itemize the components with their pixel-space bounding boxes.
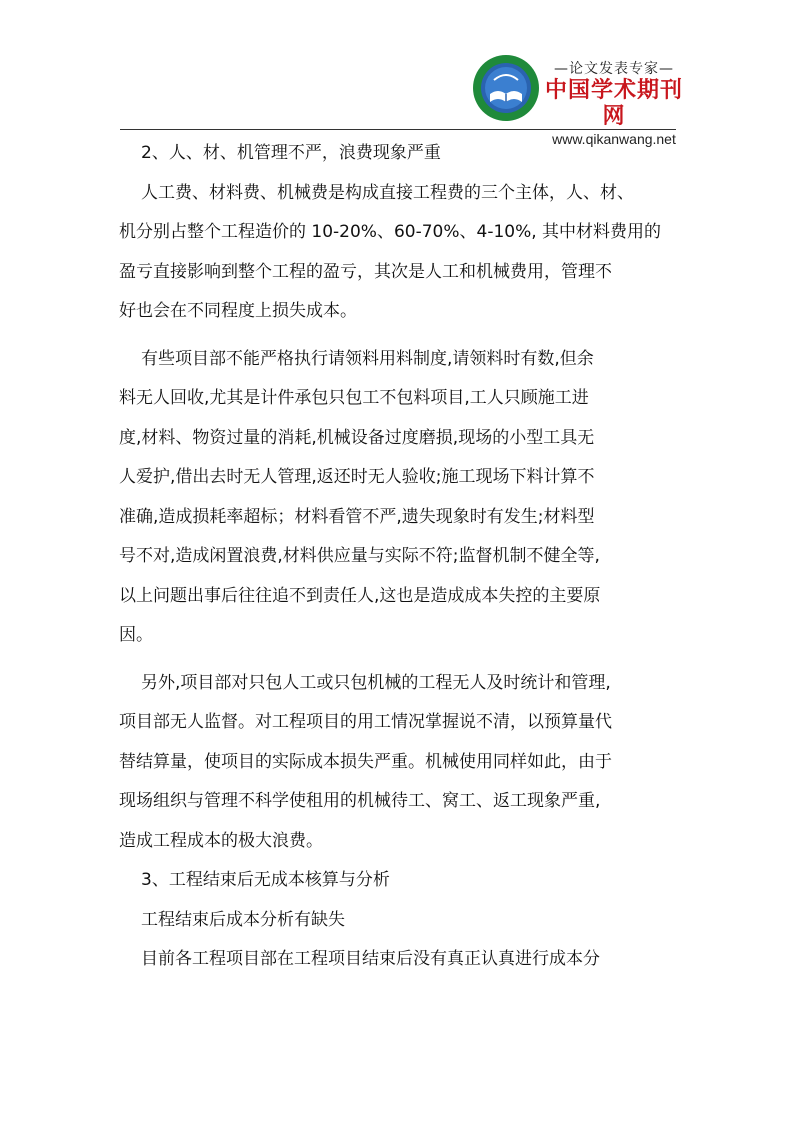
paragraph-line: 以上问题出事后往往追不到责任人,这也是造成成本失控的主要原	[119, 585, 601, 606]
paragraph	[119, 940, 679, 980]
paragraph-line: 造成工程成本的极大浪费。	[119, 830, 323, 851]
paragraph-line: 度,材料、物资过量的消耗,机械设备过度磨损,现场的小型工具无	[119, 427, 595, 448]
brand-tagline: —论文发表专家—	[554, 61, 674, 77]
section-heading	[119, 861, 679, 901]
paragraph-line: 另外,项目部对只包人工或只包机械的工程无人及时统计和管理,	[141, 672, 611, 693]
journal-seal-logo	[472, 54, 540, 122]
paragraph-line: 现场组织与管理不科学使租用的机械待工、窝工、返工现象严重,	[119, 791, 601, 811]
paragraph-line: 目前各工程项目部在工程项目结束后没有真正认真进行成本分	[141, 949, 600, 969]
paragraph-line: 工程结束后成本分析有缺失	[141, 909, 345, 930]
brand-name: 中国学术期刊网	[544, 78, 683, 129]
paragraph-line: 3、工程结束后无成本核算与分析	[141, 870, 390, 890]
paragraph-line: 人爱护,借出去时无人管理,返还时无人验收;施工现场下料计算不	[119, 467, 595, 487]
paragraph-line: 人工费、材料费、机械费是构成直接工程费的三个主体，人、材、	[141, 182, 634, 203]
paragraph	[119, 340, 679, 656]
brand-url: www.qikanwang.net	[552, 131, 676, 147]
header-divider	[120, 129, 676, 130]
paragraph-line: 机分别占整个工程造价的 10-20%、60-70%、4-10%, 其中材料费用的	[119, 222, 662, 242]
paragraph-line: 因。	[119, 625, 153, 645]
paragraph-line: 料无人回收,尤其是计件承包只包工不包料项目,工人只顾施工进	[119, 388, 589, 408]
page-header	[120, 40, 683, 147]
paragraph-line: 替结算量，使项目的实际成本损失严重。机械使用同样如此，由于	[119, 751, 612, 772]
paragraph-line: 2、人、材、机管理不严，浪费现象严重	[141, 143, 441, 163]
paragraph-line: 好也会在不同程度上损失成本。	[119, 301, 357, 321]
document-body	[119, 134, 679, 980]
paragraph	[119, 664, 679, 862]
paragraph-line: 盈亏直接影响到整个工程的盈亏，其次是人工和机械费用，管理不	[119, 261, 612, 282]
paragraph-line: 准确,造成损耗率超标；材料看管不严,遗失现象时有发生;材料型	[119, 506, 595, 527]
paragraph-line: 项目部无人监督。对工程项目的用工情况掌握说不清，以预算量代	[119, 712, 612, 732]
paragraph-line: 有些项目部不能严格执行请领料用料制度,请领料时有数,但余	[141, 348, 594, 369]
paragraph	[119, 174, 679, 332]
paragraph-line: 号不对,造成闲置浪费,材料供应量与实际不符;监督机制不健全等,	[119, 546, 600, 566]
subheading	[119, 901, 679, 941]
section-heading	[119, 134, 679, 174]
